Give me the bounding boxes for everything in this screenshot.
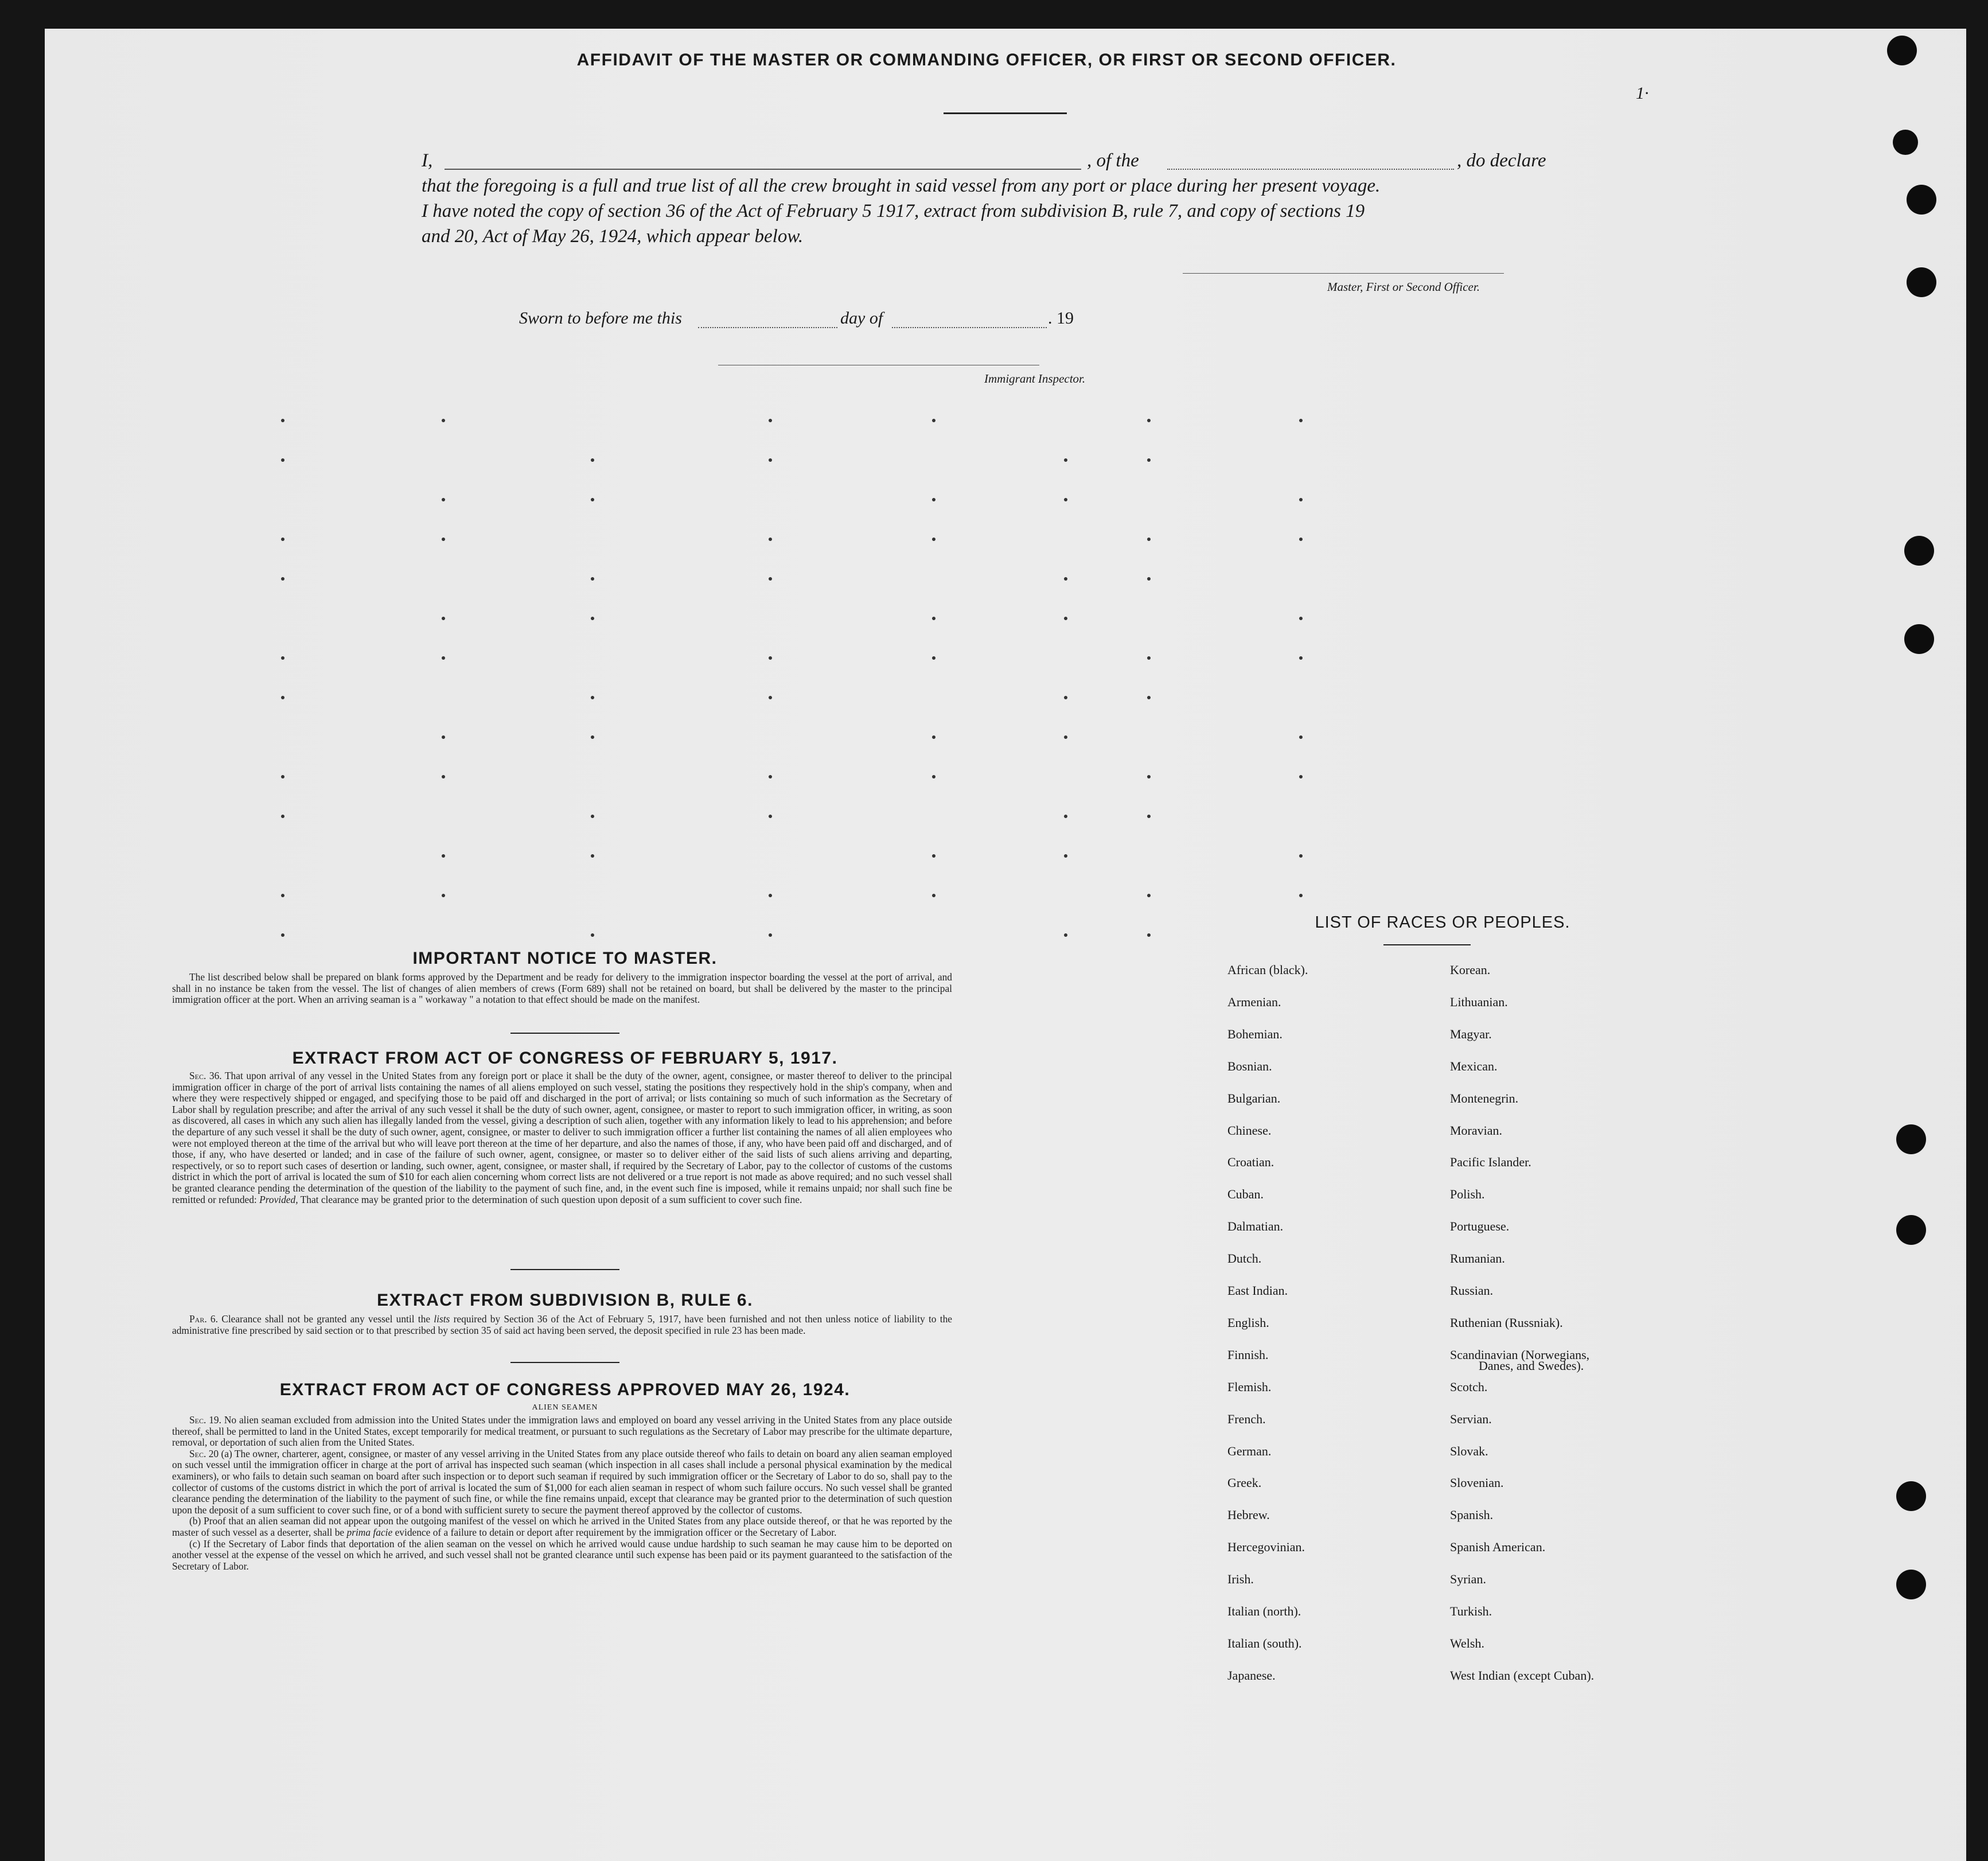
punch-hole	[1896, 1215, 1926, 1245]
race-item: Pacific Islander.	[1450, 1155, 1531, 1170]
race-item: Finnish.	[1227, 1347, 1269, 1362]
race-item: Greek.	[1227, 1475, 1262, 1490]
guide-dot	[1064, 815, 1067, 818]
guide-dot	[769, 775, 772, 778]
race-item: Irish.	[1227, 1572, 1254, 1587]
guide-dot	[281, 656, 284, 660]
guide-dot	[769, 933, 772, 937]
act-1924-title: EXTRACT FROM ACT OF CONGRESS APPROVED MAY 26, 1924.	[279, 1380, 851, 1399]
corner-mark: 1·	[1636, 84, 1649, 103]
sec-20-label: Sec. 20	[189, 1447, 219, 1459]
guide-dot	[1147, 458, 1151, 462]
affidavit-line-2: that the foregoing is a full and true list of all the crew brought in said vessel from any port or place during her present voyage.	[422, 176, 1381, 196]
affidavit-title: AFFIDAVIT OF THE MASTER OR COMMANDING OFFICER, OR FIRST OR SECOND OFFICER.	[576, 50, 1397, 69]
guide-dot	[769, 458, 772, 462]
guide-dot	[932, 735, 935, 739]
guide-dot	[1147, 419, 1151, 422]
guide-dot	[932, 894, 935, 897]
races-title: LIST OF RACES OR PEOPLES.	[1315, 913, 1570, 932]
guide-dot	[442, 854, 445, 858]
sec-20b-text-b: evidence of a failure to detain or deport after requirement by the immigration officer or the Secretary of Labor.	[395, 1526, 837, 1538]
guide-dot	[769, 577, 772, 581]
extract-1917-body	[172, 1070, 952, 1205]
guide-dot	[769, 656, 772, 660]
alien-seamen-subtitle: ALIEN SEAMEN	[532, 1403, 598, 1412]
race-item: Korean.	[1450, 963, 1491, 977]
race-item: Dalmatian.	[1227, 1219, 1284, 1234]
race-item: Bosnian.	[1227, 1058, 1272, 1073]
guide-dot	[281, 894, 284, 897]
notice-divider	[510, 1033, 619, 1034]
guide-dot	[1147, 656, 1151, 660]
race-item: Hercegovinian.	[1227, 1540, 1305, 1555]
punch-hole	[1893, 130, 1918, 155]
rule-6-text-b: required by Section 36 of the Act of February 5, 1917, have been furnished and not then unless notice of liability to the administrative fine prescribed by said section or to that prescribed by section 35 of said act having been served, the deposit specified in rule 23 has been made.	[172, 1313, 952, 1336]
guide-dot	[1299, 894, 1303, 897]
race-item: Ruthenian (Russniak).	[1450, 1315, 1563, 1330]
sec-20b-text-a: Proof that an alien seaman did not appear upon the outgoing manifest of the vessel on which he arrived in the United States from any place outside thereof, or that he was reported by the master of such vessel as a deserter, shall be	[172, 1515, 952, 1538]
race-item: Mexican.	[1450, 1058, 1498, 1073]
sworn-prefix: Sworn to before me this	[519, 309, 682, 328]
race-item: East Indian.	[1227, 1283, 1288, 1298]
guide-dot	[1299, 735, 1303, 739]
proviso-label: Provided,	[259, 1193, 298, 1205]
race-item: Lithuanian.	[1450, 994, 1508, 1009]
race-item: Armenian.	[1227, 994, 1281, 1009]
notice-title: IMPORTANT NOTICE TO MASTER.	[412, 949, 718, 968]
punch-hole	[1907, 185, 1936, 215]
guide-dot	[1147, 815, 1151, 818]
guide-dot	[1299, 775, 1303, 778]
guide-dot	[1299, 498, 1303, 501]
race-item: Russian.	[1450, 1283, 1494, 1298]
guide-dot	[1064, 617, 1067, 620]
name-blank[interactable]	[445, 169, 1081, 170]
punch-hole	[1904, 624, 1934, 654]
guide-dot	[1064, 458, 1067, 462]
guide-dot	[1064, 498, 1067, 501]
guide-dot	[281, 419, 284, 422]
affidavit-line-4: and 20, Act of May 26, 1924, which appear below.	[422, 226, 804, 247]
punch-hole	[1907, 267, 1936, 297]
guide-dot	[591, 854, 594, 858]
affidavit-body	[422, 148, 1546, 251]
race-item: Flemish.	[1227, 1379, 1272, 1394]
sec-20c-label: (c)	[189, 1537, 201, 1549]
guide-dot	[1147, 894, 1151, 897]
rule-6-body	[172, 1314, 952, 1336]
race-item: French.	[1227, 1411, 1266, 1426]
guide-dot	[769, 419, 772, 422]
guide-dot	[932, 656, 935, 660]
guide-dot	[769, 815, 772, 818]
guide-dot	[1147, 696, 1151, 699]
guide-dot	[1064, 696, 1067, 699]
inspector-caption: Immigrant Inspector.	[984, 372, 1086, 386]
race-item: Japanese.	[1227, 1668, 1276, 1683]
rule-6-text-a: Clearance shall not be granted any vessel until the	[221, 1313, 431, 1325]
guide-dot	[442, 775, 445, 778]
sec-36-text: That upon arrival of any vessel in the United States from any foreign port or place it shall be the duty of the owner, agent, consignee, or master thereof to deliver to the principal immigration officer in charge of the port of arrival lists containing the names of all aliens employed on such vessel, stating the positions they respectively hold in the ship's company, when and where they were respectively shipped or engaged, and specifying those to be paid off and discharged in the port of arrival; or lists containing so much of such information as the Secretary of Labor shall by regulation prescribe; and after the arrival of any such vessel it shall be the duty of such owner, agent, consignee, or master to report to such immigration officer, in writing, as soon as discovered, all cases in which any such alien has illegally landed from the vessel, giving a description of such alien, together with any information likely to lead to his apprehension; and before the departure of any such vessel it shall be the duty of such owner, agent, consignee, or master to deliver to such immigration officer a further list containing the names of all alien employees who were not employed thereon at the time of the arrival but who will leave port thereon at the time of her departure, and also the names of those, if any, who have been paid off and discharged, and of those, if any, who have deserted or landed; and in case of the failure of such owner, agent, consignee, or master so to deliver either of the said lists of such aliens arriving and departing, respectively, or so to report such cases of desertion or landing, such owner, agent, consignee, or master shall, if required by the Secretary of Labor, pay to the collector of customs of the customs district in which the port of arrival is located the sum of $10 for each alien concerning whom correct lists are not delivered or a true report is not made as above required; and no such vessel shall be granted clearance pending the determination of the question of the liability to the payment of such fine, and, in the event such fine is imposed, while it remains unpaid; nor shall such fine be remitted or refunded:	[172, 1070, 952, 1205]
sec-19-label: Sec. 19.	[189, 1414, 221, 1426]
sec-20b-prima-facie: prima facie	[346, 1526, 393, 1538]
race-item: Hebrew.	[1227, 1508, 1270, 1523]
race-item: Slovak.	[1450, 1443, 1488, 1458]
guide-dot	[769, 538, 772, 541]
punch-hole	[1887, 36, 1917, 65]
guide-dot	[281, 815, 284, 818]
race-item: Rumanian.	[1450, 1251, 1505, 1266]
guide-dot	[591, 815, 594, 818]
race-scandinavian-continued: Danes, and Swedes).	[1479, 1358, 1584, 1373]
guide-dot	[932, 854, 935, 858]
guide-dot	[1299, 419, 1303, 422]
race-item: Spanish.	[1450, 1508, 1494, 1523]
guide-dot	[591, 933, 594, 937]
affidavit-i: I,	[422, 150, 433, 171]
guide-dot	[442, 617, 445, 620]
punch-hole	[1896, 1124, 1926, 1154]
sec-36-label: Sec. 36.	[189, 1070, 222, 1081]
rule-6-lists: lists	[434, 1313, 450, 1325]
race-item: Polish.	[1450, 1187, 1485, 1202]
race-item: Italian (south).	[1227, 1636, 1302, 1650]
guide-dot	[281, 696, 284, 699]
punch-hole	[1896, 1570, 1926, 1599]
guide-dot	[591, 458, 594, 462]
guide-dot	[442, 538, 445, 541]
race-item: Slovenian.	[1450, 1475, 1504, 1490]
race-item: Portuguese.	[1450, 1219, 1510, 1234]
sworn-month-blank[interactable]	[892, 327, 1047, 328]
guide-dot	[591, 735, 594, 739]
guide-dot	[591, 577, 594, 581]
guide-dot	[932, 498, 935, 501]
rule-6-title: EXTRACT FROM SUBDIVISION B, RULE 6.	[377, 1291, 753, 1310]
guide-dot	[769, 696, 772, 699]
title-underline	[944, 112, 1067, 114]
race-item: Montenegrin.	[1450, 1091, 1519, 1105]
race-item: German.	[1227, 1443, 1272, 1458]
race-item: Bulgarian.	[1227, 1091, 1281, 1105]
guide-dot	[281, 577, 284, 581]
extract-1917-divider	[510, 1269, 619, 1270]
guide-dot	[442, 498, 445, 501]
guide-dot	[932, 419, 935, 422]
race-item: English.	[1227, 1315, 1269, 1330]
sec-19-text: No alien seaman excluded from admission into the United States under the immigration laws and employed on board any vessel arriving in the United States from any place outside thereof, shall be permitted to land in the United States, except temporarily for medical treatment, or pursuant to such regulations as the Secretary of Labor may prescribe for the ultimate departure, removal, or deportation of such alien from the United States.	[172, 1414, 952, 1449]
race-item: African (black).	[1227, 963, 1308, 977]
guide-dot	[1064, 933, 1067, 937]
punch-hole	[1904, 536, 1934, 566]
race-item: West Indian (except Cuban).	[1450, 1668, 1595, 1683]
guide-dot	[1147, 577, 1151, 581]
guide-dot	[1064, 577, 1067, 581]
rule-6-divider	[510, 1362, 619, 1363]
sec-20a-text: (a) The owner, charterer, agent, consignee, or master of any vessel arriving in the United States from any place outside thereof who fails to detain on board any alien seaman employed on such vessel until the immigration officer in charge at the port of arrival has inspected such seaman (which inspection in all cases shall include a personal physical examination by the medical examiners), or who fails to detain such seaman on board after such inspection or to deport such seaman if required by such immigration officer or the Secretary of Labor to do so, shall pay to the collector of customs of the customs district in which the port of arrival is located the sum of $1,000 for each alien seaman in respect of whom such failure occurs. No such vessel shall be granted clearance pending the determination of the liability to the payment of such fine, or while the fine remains unpaid, except that clearance may be granted prior to the determination of such question upon the deposit of a sum sufficient to cover such fine, or of a bond with sufficient surety to secure the payment thereof approved by the collector of customs.	[172, 1447, 952, 1516]
guide-dot	[1299, 617, 1303, 620]
notice-body	[172, 972, 952, 1006]
guide-dot	[281, 775, 284, 778]
guide-dot	[1147, 775, 1151, 778]
guide-dot	[1299, 538, 1303, 541]
guide-dot	[1299, 656, 1303, 660]
race-item: Dutch.	[1227, 1251, 1262, 1266]
guide-dot	[591, 696, 594, 699]
proviso-text: That clearance may be granted prior to the determination of such question upon deposit of a sum sufficient to cover such fine.	[300, 1193, 802, 1205]
guide-dot	[1299, 854, 1303, 858]
guide-dot	[1064, 735, 1067, 739]
guide-dot	[281, 458, 284, 462]
sworn-line	[519, 309, 1207, 334]
guide-dot	[1147, 538, 1151, 541]
sec-20b-label: (b)	[189, 1515, 201, 1527]
guide-dot	[442, 735, 445, 739]
race-item: Welsh.	[1450, 1636, 1484, 1650]
race-item: Spanish American.	[1450, 1540, 1546, 1555]
race-item: Scandinavian (Norwegians,	[1450, 1347, 1590, 1362]
guide-dot	[442, 656, 445, 660]
extract-1917-title: EXTRACT FROM ACT OF CONGRESS OF FEBRUARY 5, 1917.	[292, 1049, 838, 1068]
race-item: Cuban.	[1227, 1187, 1264, 1202]
race-item: Magyar.	[1450, 1026, 1492, 1041]
document-page	[45, 29, 1966, 1861]
race-item: Croatian.	[1227, 1155, 1274, 1170]
sec-20c-text: If the Secretary of Labor finds that deportation of the alien seaman on the vessel on which he arrived would cause undue hardship to such seaman he may cause him to be deported on another vessel at the expense of the vessel on which he arrived, and such vessel shall not be granted clearance until such expense has been paid or its payment guaranteed to the satisfaction of the Secretary of Labor.	[172, 1537, 953, 1572]
affidavit-line-3: I have noted the copy of section 36 of the Act of February 5 1917, extract from subdivision B, rule 7, and copy of sections 19	[422, 201, 1365, 221]
guide-dot	[769, 894, 772, 897]
race-item: Scotch.	[1450, 1379, 1488, 1394]
master-signature-line[interactable]	[1183, 273, 1504, 274]
affidavit-do-declare: , do declare	[1457, 150, 1546, 171]
race-item: Bohemian.	[1227, 1026, 1283, 1041]
race-item: Italian (north).	[1227, 1604, 1301, 1618]
guide-dot	[591, 617, 594, 620]
sworn-year: . 19	[1048, 309, 1074, 328]
guide-dot	[281, 538, 284, 541]
races-title-underline	[1383, 944, 1471, 945]
guide-dot	[591, 498, 594, 501]
guide-dot	[932, 775, 935, 778]
guide-dot	[932, 617, 935, 620]
vessel-blank[interactable]	[1167, 169, 1454, 170]
guide-dot	[1147, 933, 1151, 937]
guide-dot	[442, 419, 445, 422]
act-1924-body	[172, 1415, 952, 1572]
race-item: Syrian.	[1450, 1572, 1486, 1587]
race-item: Moravian.	[1450, 1123, 1503, 1138]
guide-dot	[281, 933, 284, 937]
punch-hole	[1896, 1481, 1926, 1511]
sworn-day-blank[interactable]	[698, 327, 837, 328]
guide-dot	[442, 894, 445, 897]
race-item: Chinese.	[1227, 1123, 1272, 1138]
guide-dot	[1064, 854, 1067, 858]
master-signature-caption: Master, First or Second Officer.	[1327, 280, 1480, 294]
affidavit-of-the: , of the	[1087, 150, 1139, 171]
par-6-label: Par. 6.	[189, 1313, 218, 1325]
race-item: Servian.	[1450, 1411, 1492, 1426]
race-item: Turkish.	[1450, 1604, 1492, 1618]
sworn-day-of: day of	[840, 309, 883, 328]
guide-dot	[932, 538, 935, 541]
notice-paragraph: The list described below shall be prepared on blank forms approved by the Department and be ready for delivery to the immigration inspector boarding the vessel at the port of arrival, and shall in no instance be taken from the vessel. The list of changes of alien members of crews (Form 689) shall not be retained on board, but shall be delivered by the master to the principal immigration officer at the port. When an arriving seaman is a " workaway " a notation to that effect should be made on the manifest.	[172, 971, 952, 1006]
